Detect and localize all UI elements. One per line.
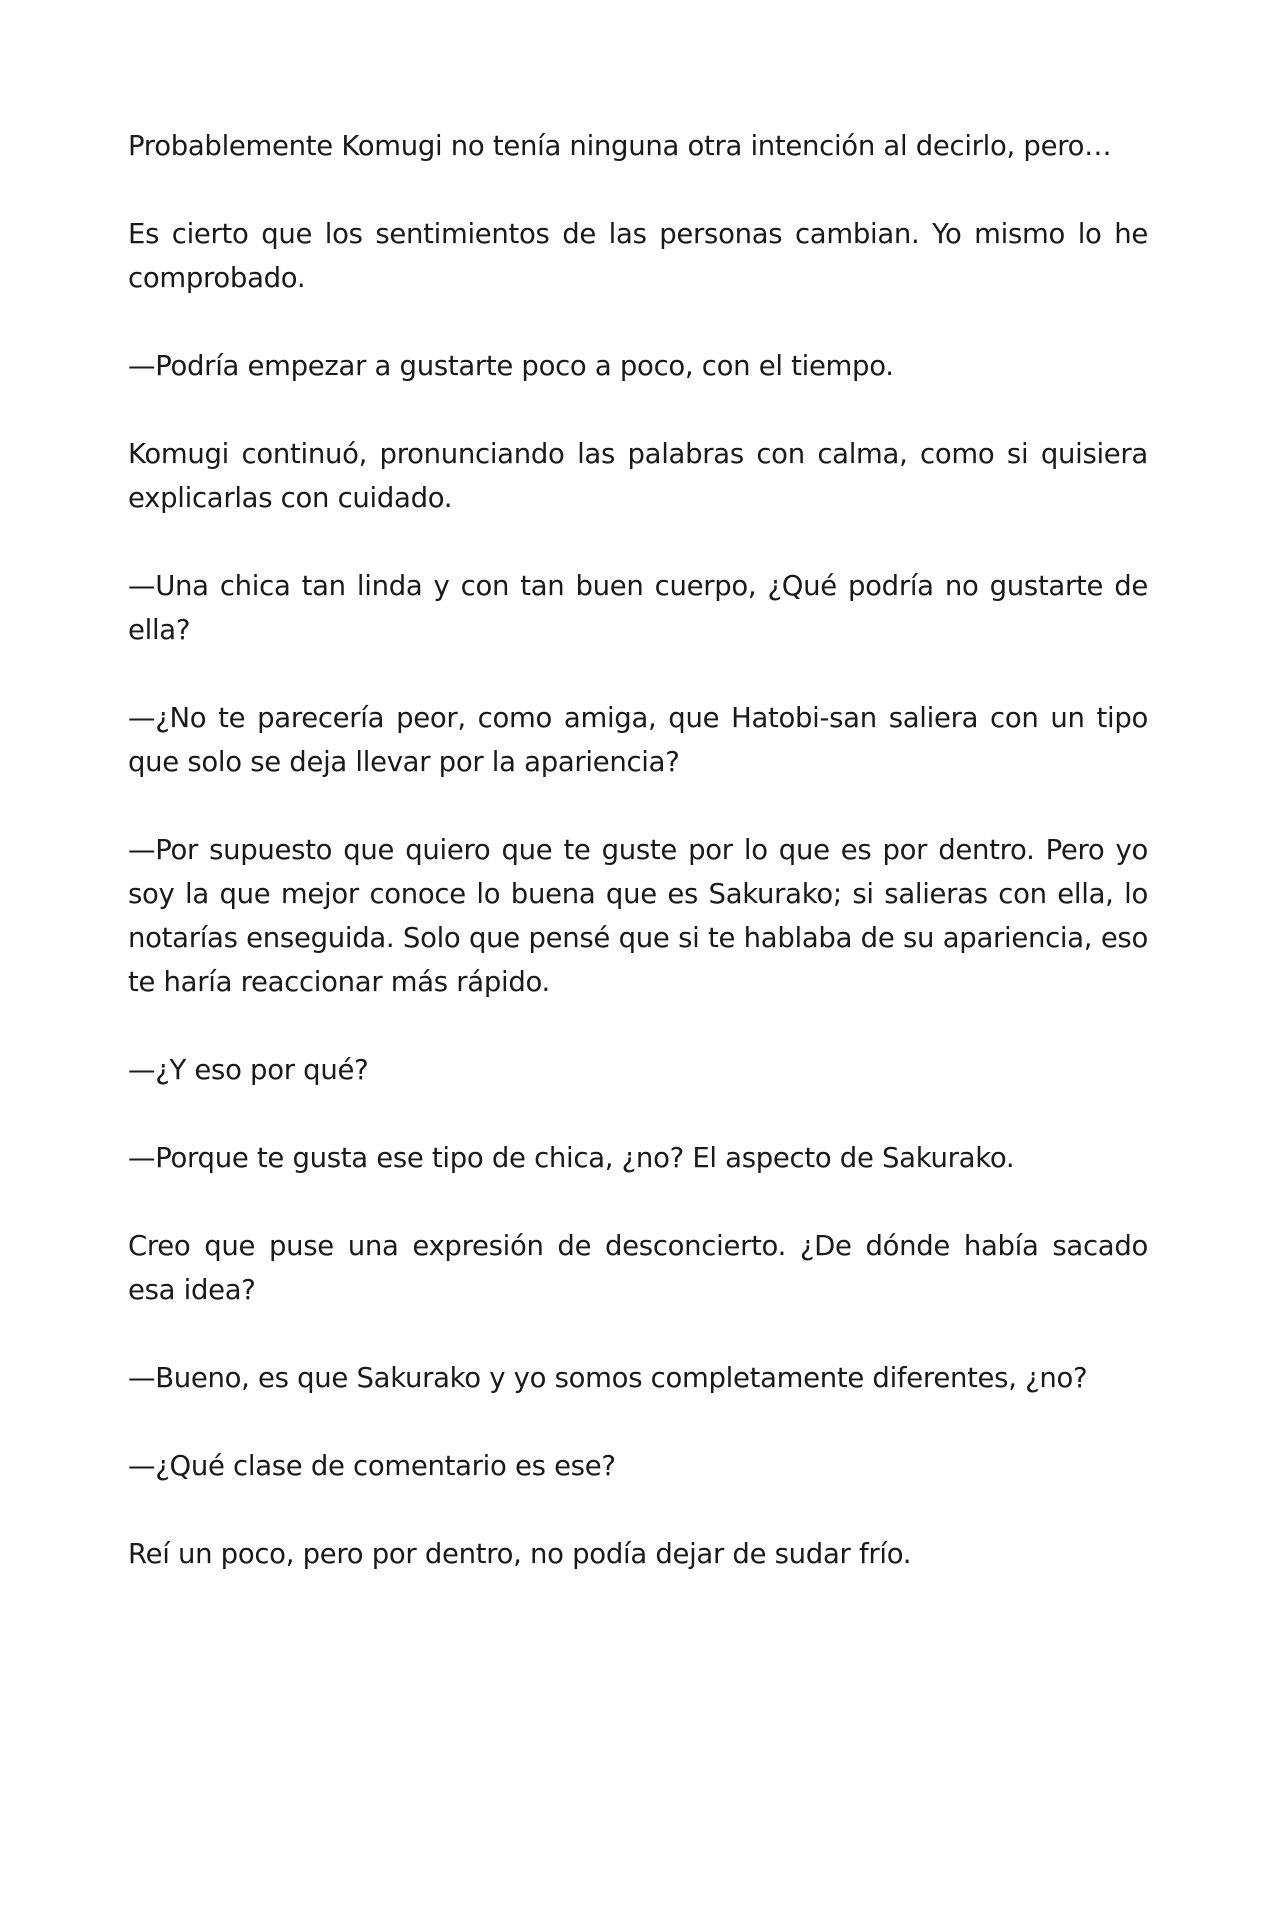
paragraph: —¿No te parecería peor, como amiga, que Hatobi-san saliera con un tipo que solo se deja llevar por la apariencia? bbox=[128, 702, 1148, 778]
paragraph: —Porque te gusta ese tipo de chica, ¿no? El aspecto de Sakurako. bbox=[128, 1142, 1015, 1174]
paragraph: Es cierto que los sentimientos de las personas cambian. Yo mismo lo he comprobado. bbox=[128, 218, 1148, 294]
document-page bbox=[128, 124, 1148, 1620]
paragraph: —Podría empezar a gustarte poco a poco, con el tiempo. bbox=[128, 350, 894, 382]
paragraph: —Una chica tan linda y con tan buen cuerpo, ¿Qué podría no gustarte de ella? bbox=[128, 570, 1148, 646]
paragraph: Komugi continuó, pronunciando las palabras con calma, como si quisiera explicarlas con cuidado. bbox=[128, 438, 1148, 514]
paragraph: Creo que puse una expresión de desconcierto. ¿De dónde había sacado esa idea? bbox=[128, 1230, 1148, 1306]
paragraph: —Por supuesto que quiero que te guste por lo que es por dentro. Pero yo soy la que mejor conoce lo buena que es Sakurako; si salieras con ella, lo notarías enseguida. Solo que pensé que si te hablaba de su apariencia, eso te haría reaccionar más rápido. bbox=[128, 834, 1148, 998]
paragraph: —¿Qué clase de comentario es ese? bbox=[128, 1450, 616, 1482]
paragraph: Probablemente Komugi no tenía ninguna otra intención al decirlo, pero… bbox=[128, 130, 1112, 162]
paragraph: Reí un poco, pero por dentro, no podía dejar de sudar frío. bbox=[128, 1538, 912, 1570]
paragraph: —¿Y eso por qué? bbox=[128, 1054, 369, 1086]
paragraph: —Bueno, es que Sakurako y yo somos completamente diferentes, ¿no? bbox=[128, 1362, 1088, 1394]
